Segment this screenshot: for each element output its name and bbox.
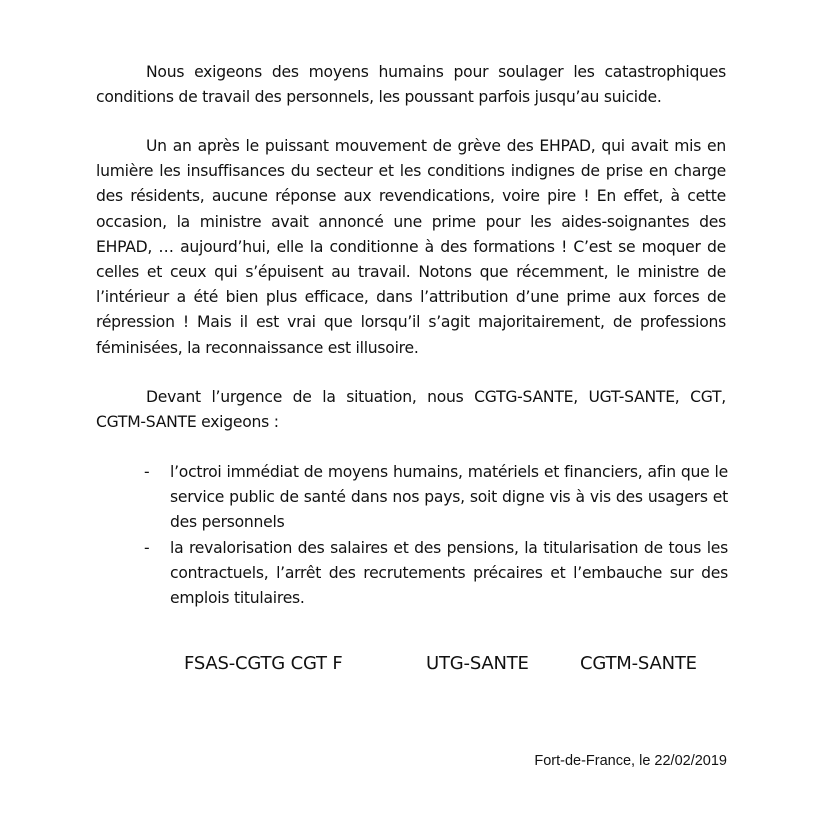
demand-text: l’octroi immédiat de moyens humains, matériels et financiers, afin que le service public de santé dans nos pays, soit digne vis à vis des usagers et des personnels [170, 463, 728, 532]
signatory-cgtm-sante: CGTM-SANTE [580, 653, 697, 674]
list-item [140, 536, 728, 612]
signatory-fsas-cgtg: FSAS-CGTG CGT F [184, 653, 343, 674]
paragraph-working-conditions: Nous exigeons des moyens humains pour soulager les catastrophiques conditions de travail des personnels, les poussant parfois jusqu’au suicide. [96, 63, 726, 107]
list-item [140, 460, 728, 536]
date-line: Fort-de-France, le 22/02/2019 [534, 753, 727, 769]
dash-bullet: - [144, 463, 150, 481]
paragraph-ehpad-strike: Un an après le puissant mouvement de grève des EHPAD, qui avait mis en lumière les insuffisances du secteur et les conditions indignes de prise en charge des résidents, aucune réponse aux revendications, voire pire ! En effet, à cette occasion, la ministre avait annoncé une prime pour les aides-soignantes des EHPAD, … aujourd’hui, elle la conditionne à des formations ! C’est se moquer de celles et ceux qui s’épuisent au travail. Notons que récemment, le ministre de l’intérieur a été bien plus efficace, dans l’attribution d’une prime aux forces de répression ! Mais il est vrai que lorsqu’il s’agit majoritairement, de professions féminisées, la reconnaissance est illusoire. [96, 137, 726, 357]
dash-bullet: - [144, 538, 150, 557]
demands-list [140, 460, 728, 611]
paragraph-demands-intro: Devant l’urgence de la situation, nous CGTG-SANTE, UGT-SANTE, CGT, CGTM-SANTE exigeons : [96, 388, 726, 432]
signatory-utg-sante: UTG-SANTE [426, 653, 529, 674]
demand-text: la revalorisation des salaires et des pensions, la titularisation de tous les contractuels, l’arrêt des recrutements précaires et l’embauche sur des emplois titulaires. [170, 538, 728, 608]
